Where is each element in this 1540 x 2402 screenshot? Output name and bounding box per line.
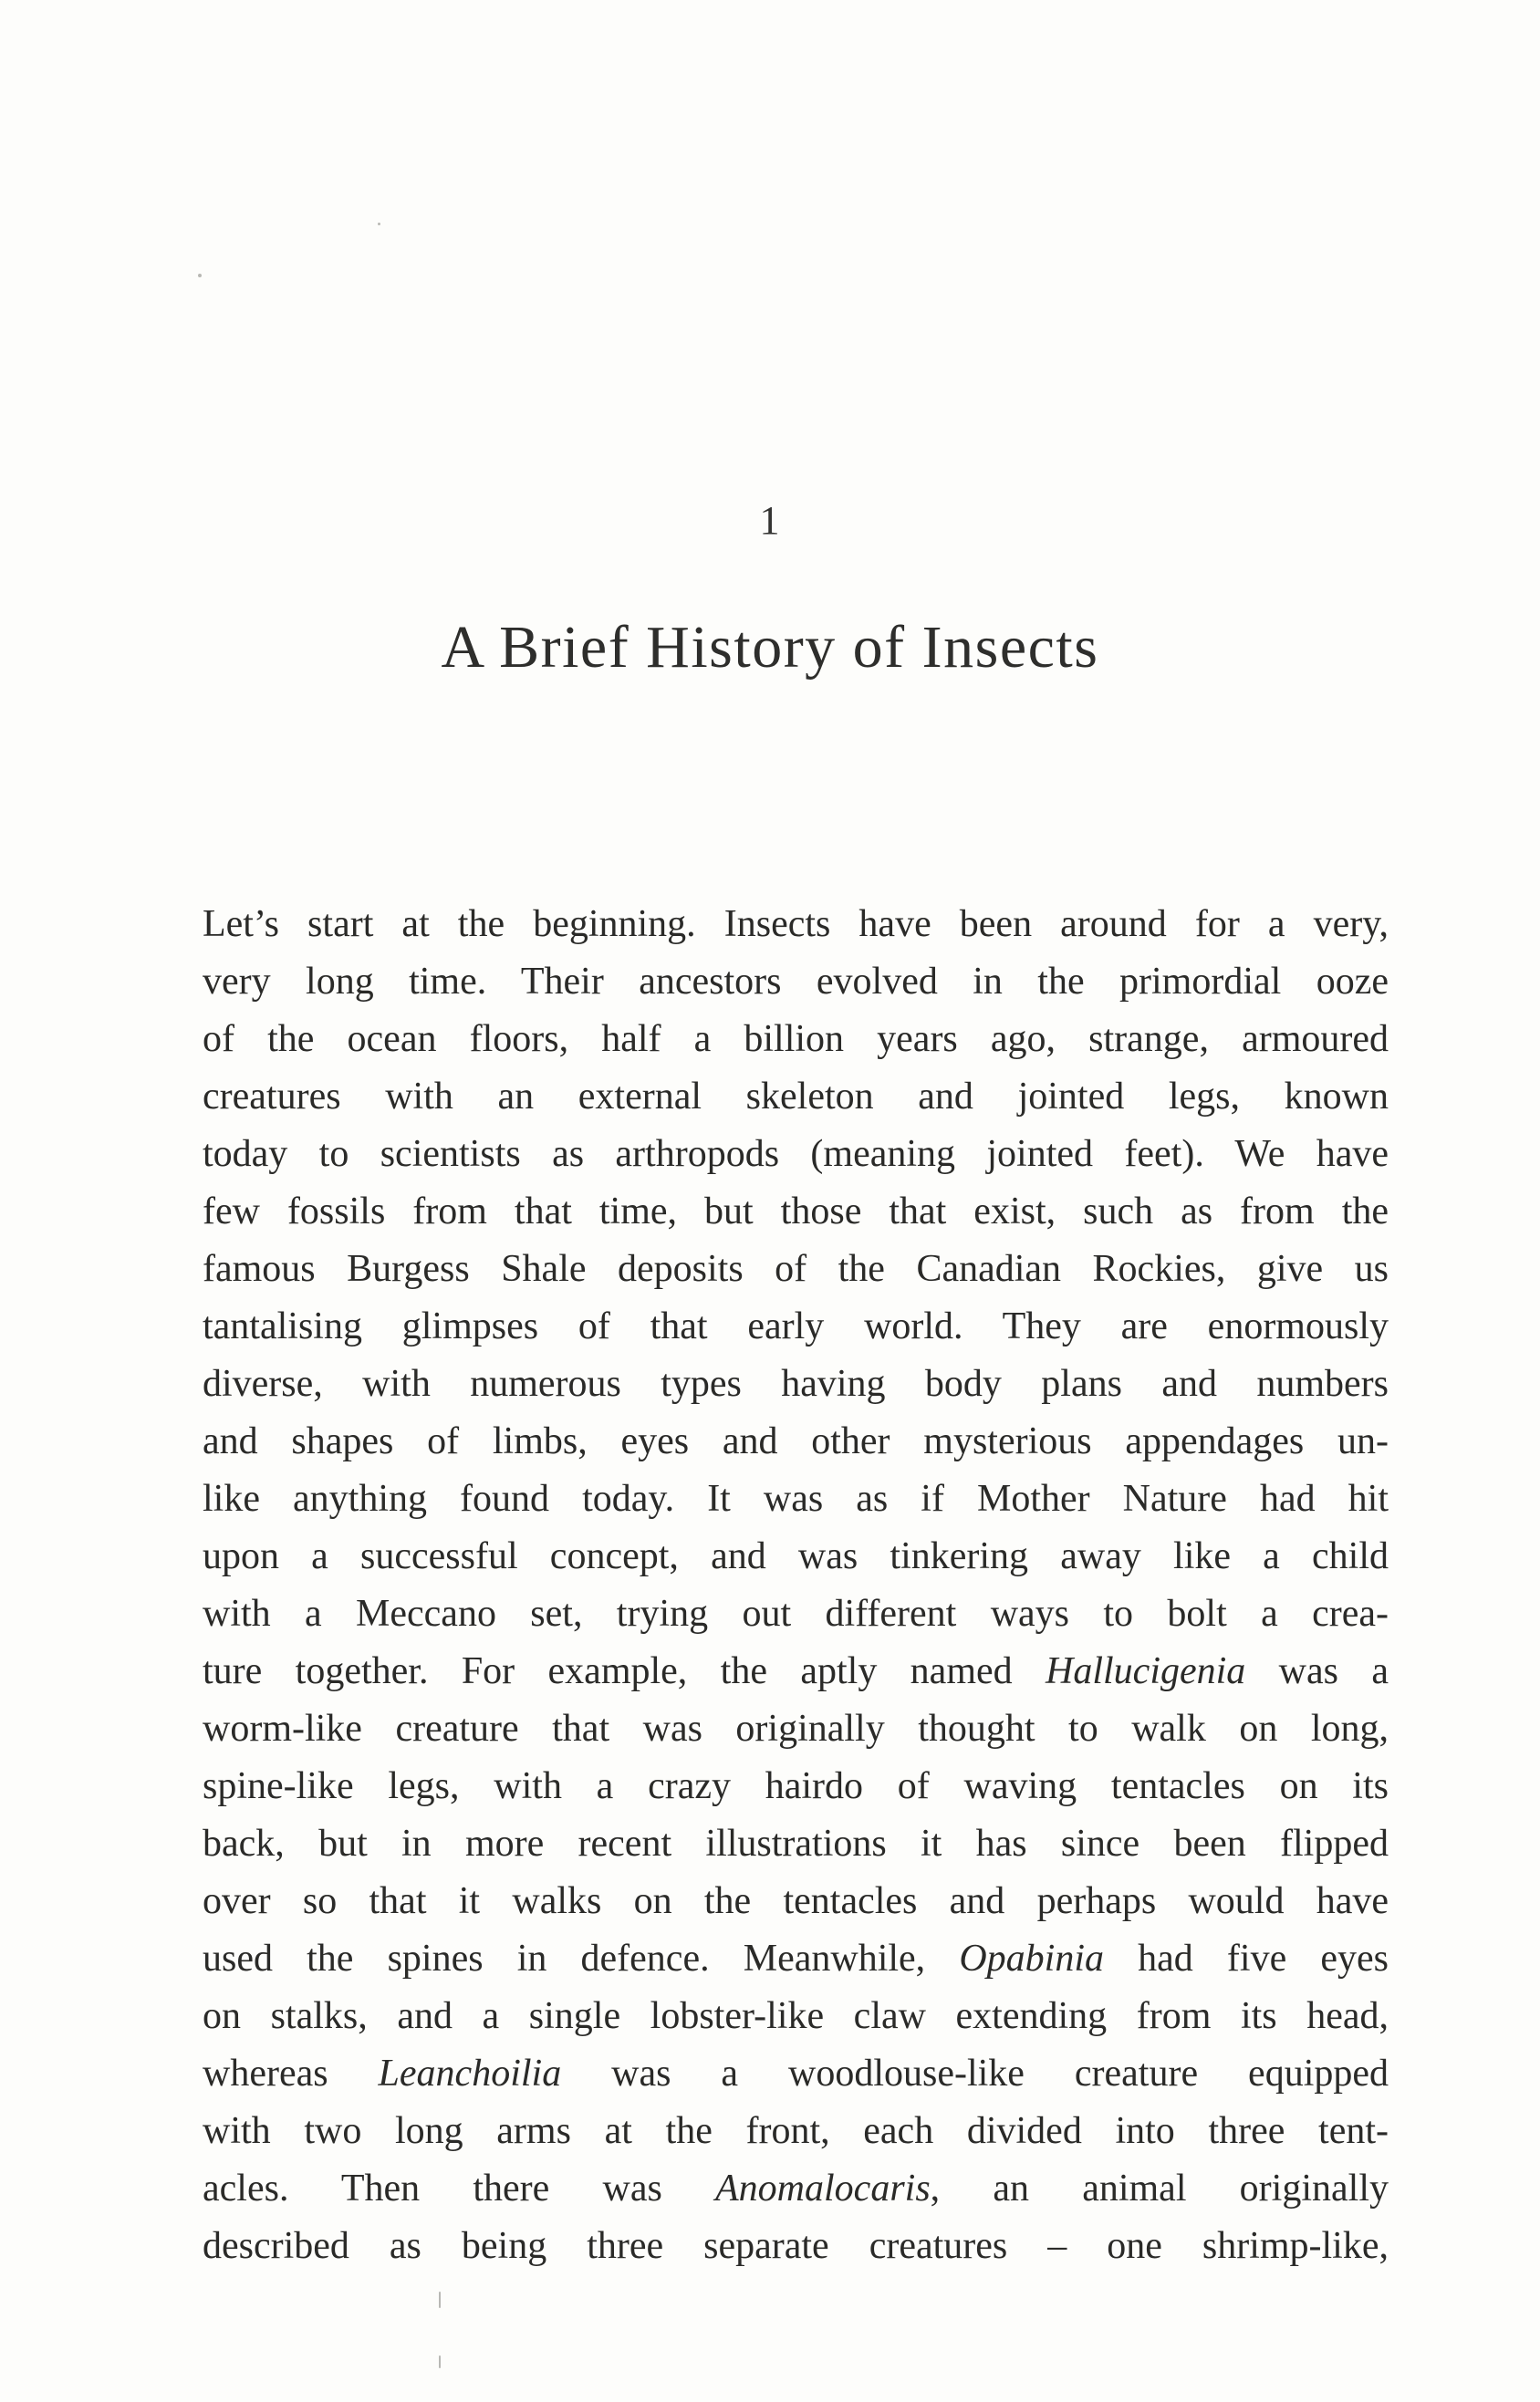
chapter-number: 1: [759, 498, 781, 543]
text-segment: creatures with an external skeleton and jointed legs, known: [203, 1076, 1389, 1118]
text-line: [203, 1528, 1389, 1586]
scan-speck: [439, 2355, 441, 2368]
text-line: [203, 896, 1389, 953]
text-line: [203, 1011, 1389, 1068]
text-segment: very long time. Their ancestors evolved in the primordial ooze: [203, 961, 1389, 1003]
text-segment: with two long arms at the front, each divided into three tent-: [203, 2110, 1389, 2152]
text-line: [203, 1471, 1389, 1528]
text-line: [203, 1413, 1389, 1471]
text-segment: upon a successful concept, and was tinkering away like a child: [203, 1535, 1389, 1577]
text-segment: was a woodlouse-like creature equipped: [561, 2053, 1389, 2095]
text-line: [203, 1241, 1389, 1298]
italic-species-name: Opabinia: [959, 1938, 1104, 1980]
text-line: [203, 1988, 1389, 2045]
text-segment: , an animal originally: [930, 2168, 1389, 2210]
text-segment: with a Meccano set, trying out different ways to bolt a crea-: [203, 1593, 1389, 1635]
scan-speck: [378, 223, 380, 225]
text-segment: today to scientists as arthropods (meaning jointed feet). We have: [203, 1133, 1389, 1175]
text-line: [203, 1298, 1389, 1356]
text-segment: like anything found today. It was as if Mother Nature had hit: [203, 1478, 1389, 1520]
text-segment: back, but in more recent illustrations it has since been flipped: [203, 1823, 1389, 1865]
text-segment: on stalks, and a single lobster-like claw extending from its head,: [203, 1995, 1389, 2037]
body-text: [203, 896, 1389, 2275]
text-segment: was a: [1245, 1650, 1389, 1692]
text-segment: described as being three separate creatures – one shrimp-like,: [203, 2225, 1389, 2267]
text-segment: had five eyes: [1103, 1938, 1389, 1980]
text-line: [203, 1356, 1389, 1413]
text-segment: acles. Then there was: [203, 2168, 716, 2210]
text-line: [203, 1758, 1389, 1815]
text-segment: tantalising glimpses of that early world. They are enormously: [203, 1305, 1389, 1347]
text-segment: Let’s start at the beginning. Insects have been around for a very,: [203, 903, 1389, 945]
text-line: [203, 1815, 1389, 1873]
text-line: [203, 1068, 1389, 1126]
italic-species-name: Anomalocaris: [715, 2168, 931, 2210]
text-segment: whereas: [203, 2053, 379, 2095]
text-line: [203, 953, 1389, 1011]
text-line: [203, 2045, 1389, 2103]
text-line: [203, 1700, 1389, 1758]
text-segment: few fossils from that time, but those that exist, such as from the: [203, 1191, 1389, 1232]
text-segment: and shapes of limbs, eyes and other mysterious appendages un-: [203, 1420, 1389, 1462]
text-segment: over so that it walks on the tentacles and perhaps would have: [203, 1880, 1389, 1922]
text-line: [203, 1183, 1389, 1241]
text-segment: diverse, with numerous types having body plans and numbers: [203, 1363, 1389, 1405]
text-line: [203, 1643, 1389, 1700]
scan-speck: [198, 274, 202, 277]
text-line: [203, 1586, 1389, 1643]
text-line: [203, 2103, 1389, 2160]
text-line: [203, 1126, 1389, 1183]
text-segment: ture together. For example, the aptly named: [203, 1650, 1046, 1692]
text-line: [203, 1930, 1389, 1988]
text-line: [203, 2160, 1389, 2218]
text-segment: of the ocean floors, half a billion years ago, strange, armoured: [203, 1018, 1389, 1060]
text-segment: spine-like legs, with a crazy hairdo of waving tentacles on its: [203, 1765, 1389, 1807]
text-line: [203, 1873, 1389, 1930]
scan-speck: [439, 2292, 441, 2308]
text-line: [203, 2218, 1389, 2275]
text-segment: used the spines in defence. Meanwhile,: [203, 1938, 960, 1980]
italic-species-name: Hallucigenia: [1046, 1650, 1246, 1692]
italic-species-name: Leanchoilia: [378, 2053, 562, 2095]
text-segment: famous Burgess Shale deposits of the Canadian Rockies, give us: [203, 1248, 1389, 1290]
chapter-title: A Brief History of Insects: [441, 614, 1099, 681]
text-segment: worm-like creature that was originally thought to walk on long,: [203, 1708, 1389, 1750]
